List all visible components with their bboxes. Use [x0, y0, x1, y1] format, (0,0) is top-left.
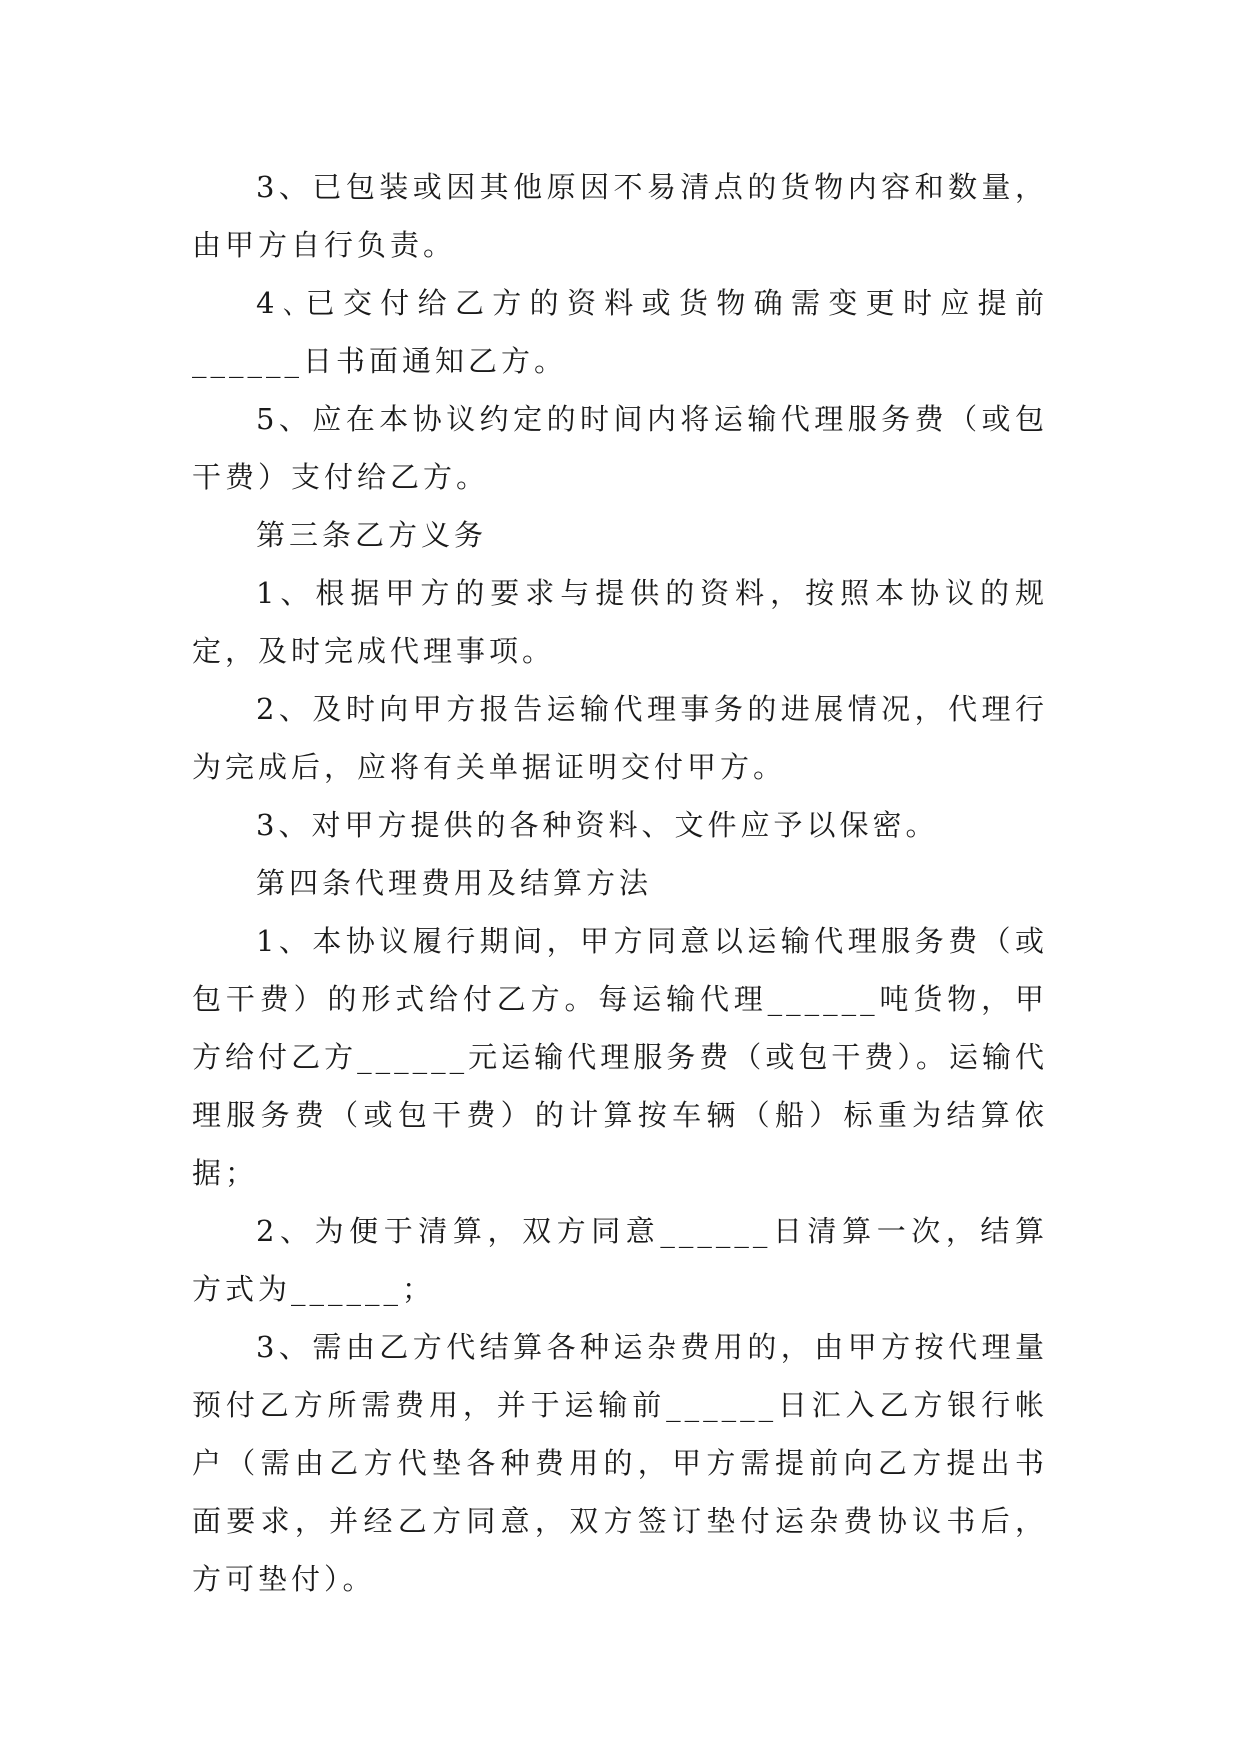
paragraph-item-4-change-notice: 4､已交付给乙方的资料或货物确需变更时应提前______日书面通知乙方。	[192, 286, 1048, 378]
paragraph-item-5-fee-payment: 5、应在本协议约定的时间内将运输代理服务费（或包干费）支付给乙方。	[192, 402, 1048, 494]
paragraph-article-4-item-2: 2、为便于清算，双方同意______日清算一次，结算方式为______；	[192, 1214, 1048, 1306]
paragraph-article-3-item-1: 1、根据甲方的要求与提供的资料，按照本协议的规定，及时完成代理事项。	[192, 576, 1048, 668]
section-heading-article-3: 第三条乙方义务	[256, 518, 488, 552]
paragraph-article-3-item-3: 3、对甲方提供的各种资料、文件应予以保密。	[256, 808, 939, 842]
section-heading-article-4: 第四条代理费用及结算方法	[256, 866, 653, 900]
document-body	[192, 158, 1048, 1608]
paragraph-article-4-item-3: 3、需由乙方代结算各种运杂费用的，由甲方按代理量预付乙方所需费用，并于运输前______日汇入乙方银行帐户（需由乙方代垫各种费用的，甲方需提前向乙方提出书面要求，并经乙方同意，双方签订垫付运杂费协议书后，方可垫付）。	[192, 1330, 1048, 1596]
paragraph-article-3-item-2: 2、及时向甲方报告运输代理事务的进展情况，代理行为完成后，应将有关单据证明交付甲方。	[192, 692, 1048, 784]
paragraph-article-4-item-1: 1、本协议履行期间，甲方同意以运输代理服务费（或包干费）的形式给付乙方。每运输代理______吨货物，甲方给付乙方______元运输代理服务费（或包干费）。运输代理服务费（或包干费）的计算按车辆（船）标重为结算依据；	[192, 924, 1048, 1190]
paragraph-item-3-packaged-goods: 3、已包装或因其他原因不易清点的货物内容和数量，由甲方自行负责。	[192, 170, 1048, 262]
